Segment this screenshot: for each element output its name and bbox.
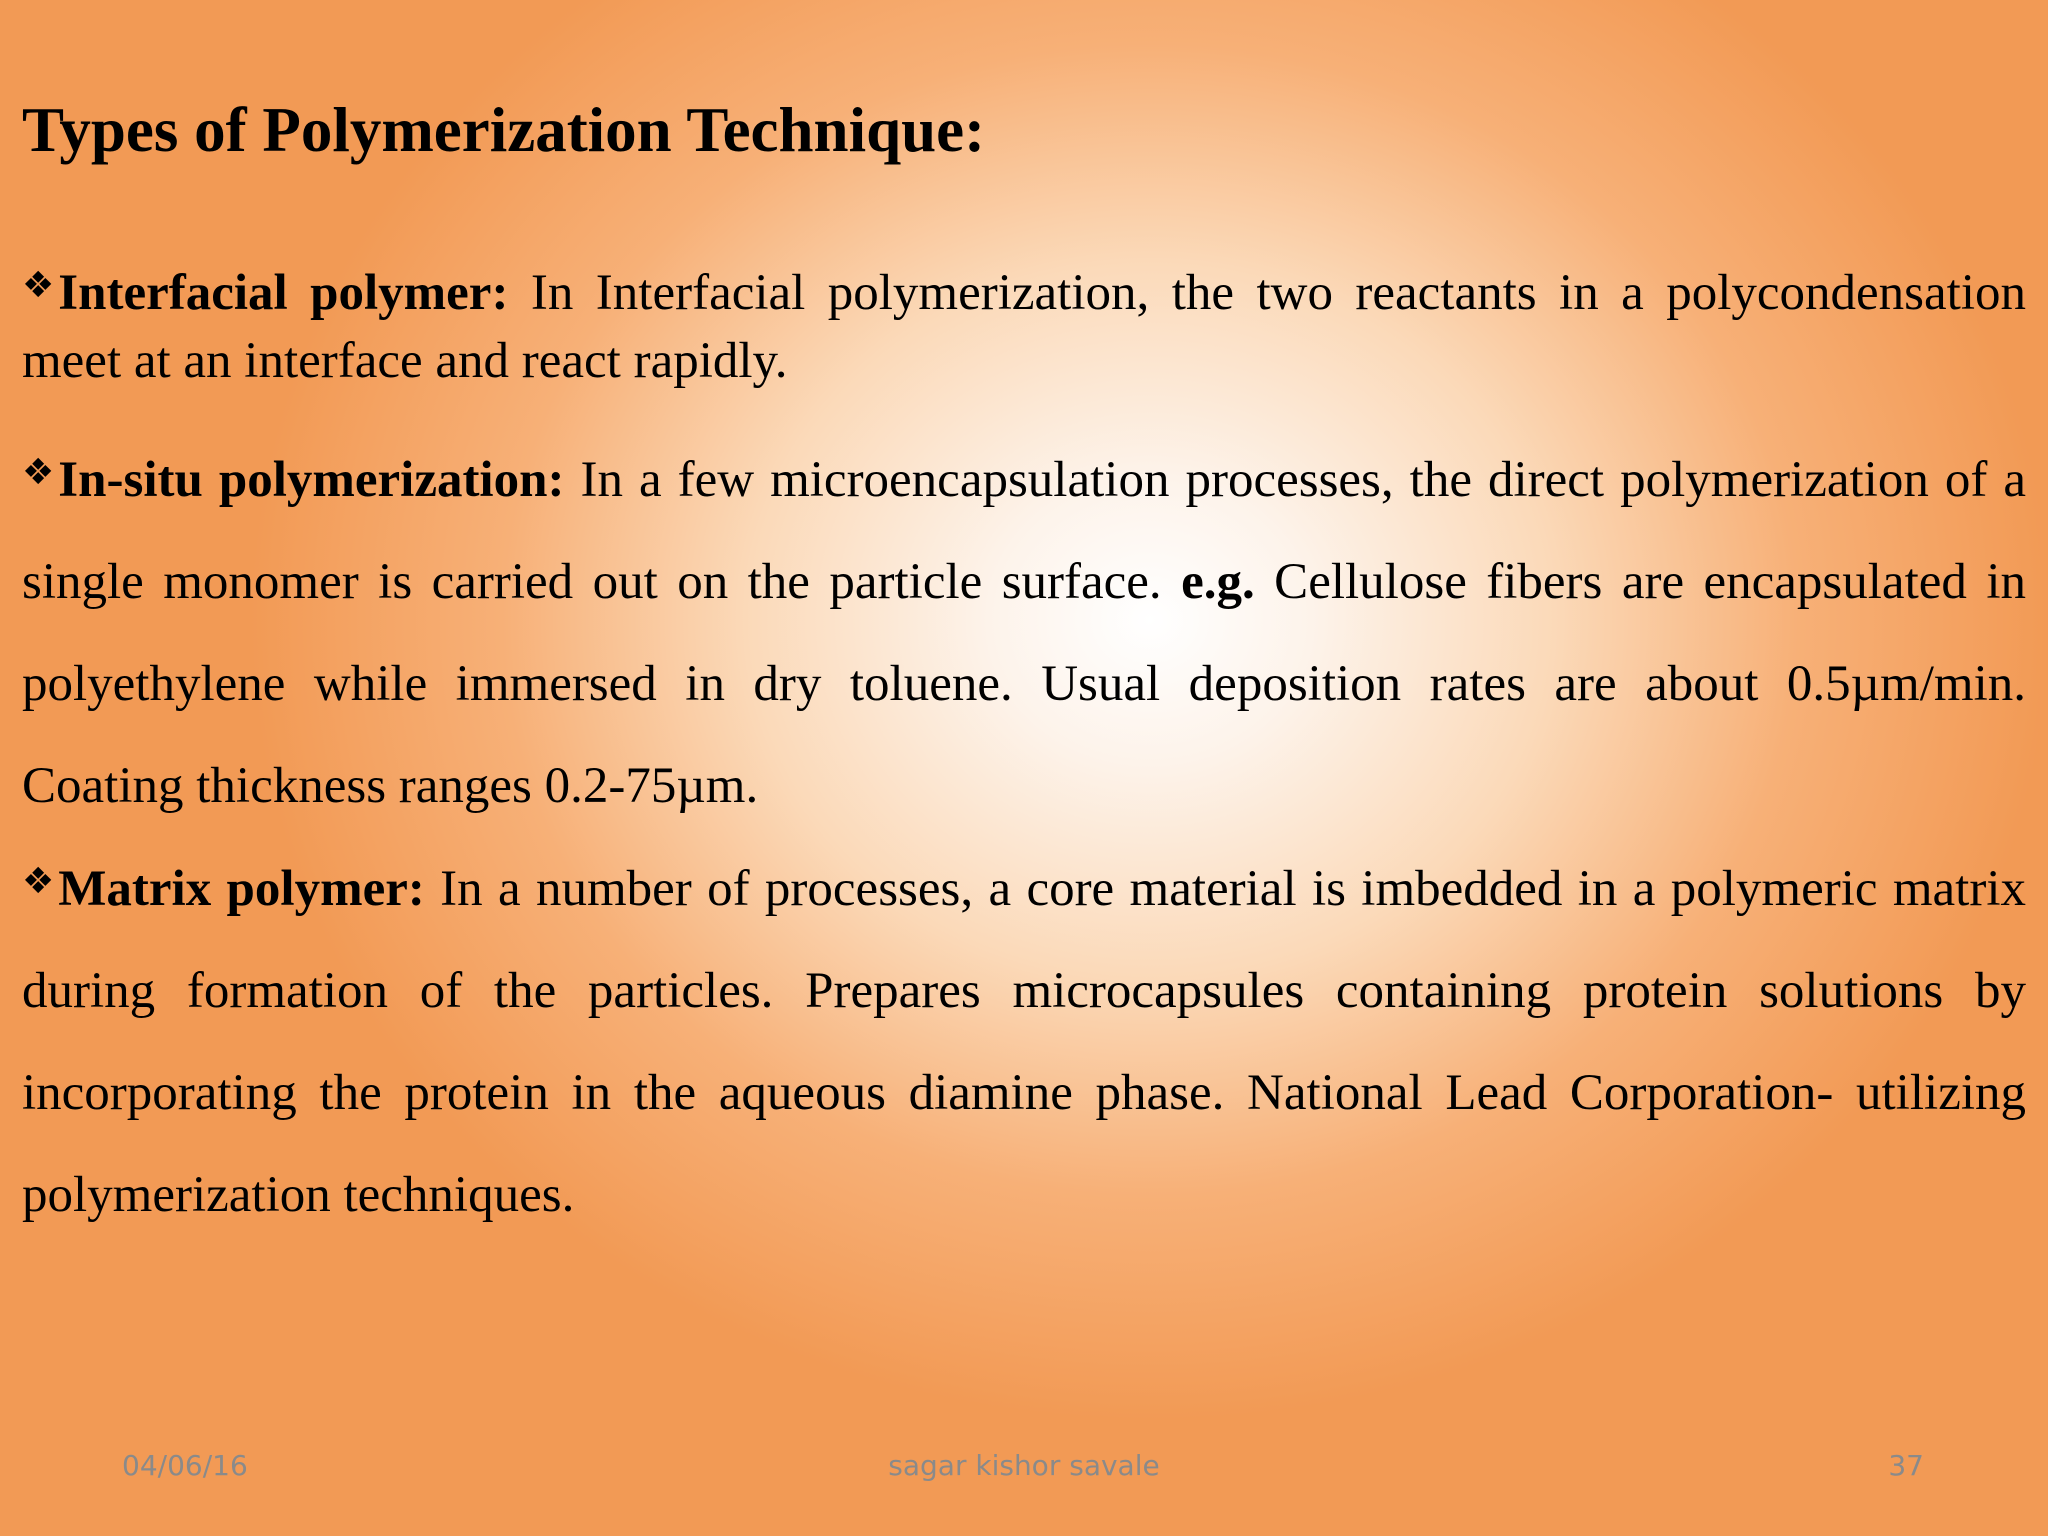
footer-date: 04/06/16	[122, 1449, 248, 1482]
bullet-in-situ-polymerization	[22, 422, 2026, 837]
bullet-text: In Interfacial polymerization, the two reactants in a polycondensation meet at an interface and react rapidly.	[22, 265, 2026, 389]
bullet-interfacial-polymer	[22, 252, 2026, 395]
bullet-term: In-situ polymerization:	[58, 452, 565, 508]
footer-author: sagar kishor savale	[888, 1449, 1160, 1482]
bullet-text-continued: Cellulose fibers are encapsulated in polyethylene while immersed in dry toluene. Usual deposition rates are about 0.5µm/min. Coating thickness ranges 0.2-75µm.	[22, 554, 2026, 814]
bullet-matrix-polymer	[22, 831, 2026, 1246]
footer-page-number: 37	[1888, 1449, 1924, 1482]
bullet-term: Matrix polymer:	[58, 861, 425, 917]
bullet-example-label: e.g.	[1181, 554, 1255, 610]
diamond-bullet-icon: ❖	[22, 452, 55, 493]
bullet-text: In a few microencapsulation processes, the direct polymerization of a single monomer is carried out on the particle surface.	[22, 452, 2026, 610]
diamond-bullet-icon: ❖	[22, 265, 55, 306]
bullet-text: In a number of processes, a core material is imbedded in a polymeric matrix during formation of the particles. Prepares microcapsules containing protein solutions by incorporating the protein in the aqueous diamine phase. National Lead Corporation- utilizing polymerization techniques.	[22, 861, 2026, 1223]
diamond-bullet-icon: ❖	[22, 861, 55, 902]
slide-title: Types of Polymerization Technique:	[22, 95, 986, 165]
bullet-term: Interfacial polymer:	[58, 265, 509, 321]
